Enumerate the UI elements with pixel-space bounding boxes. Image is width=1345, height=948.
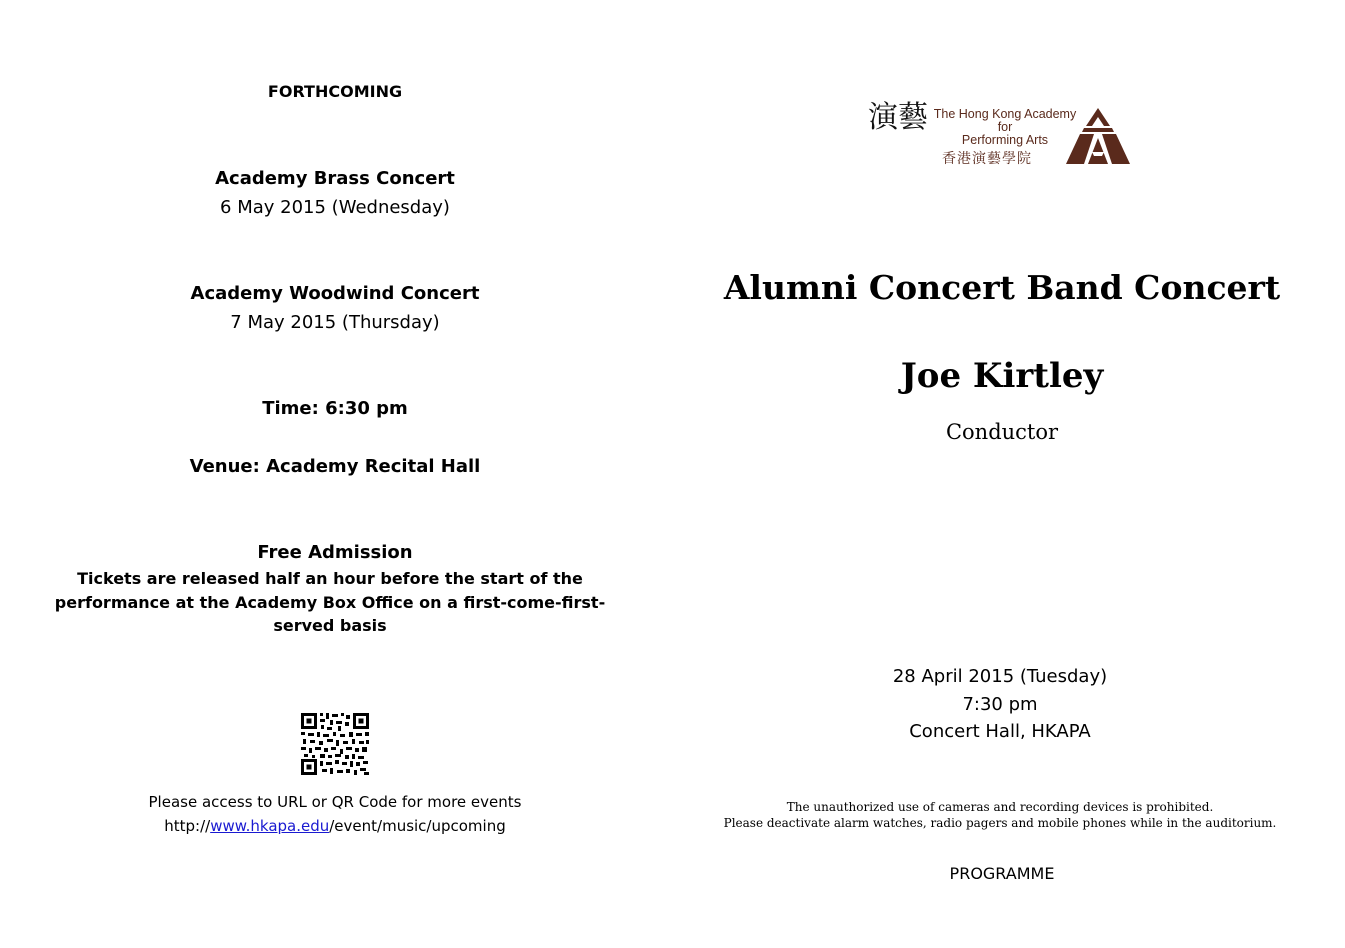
forthcoming-heading: FORTHCOMING: [267, 82, 403, 101]
event-1-title: Academy Brass Concert: [215, 168, 455, 189]
event-1-date: 6 May 2015 (Wednesday): [220, 197, 450, 218]
free-admission-title: Free Admission: [257, 542, 413, 563]
event-2-date: 7 May 2015 (Thursday): [230, 312, 440, 333]
access-url: [40, 814, 630, 838]
hkapa-triangle-icon: [1064, 108, 1132, 166]
programme-label: PROGRAMME: [949, 864, 1055, 883]
concert-details: [672, 663, 1328, 746]
logo-chinese-name: 香港演藝學院: [942, 151, 1032, 167]
event-time: Time: 6:30 pm: [262, 398, 408, 419]
event-2-title: Academy Woodwind Concert: [190, 283, 480, 304]
qr-code-icon[interactable]: [300, 712, 370, 776]
event-venue: Venue: Academy Recital Hall: [189, 456, 481, 477]
access-info: [40, 790, 630, 838]
concert-date: 28 April 2015 (Tuesday): [892, 666, 1108, 687]
logo-line-1: The Hong Kong Academy: [933, 107, 1077, 121]
url-suffix: /event/music/upcoming: [329, 817, 506, 835]
hkapa-link[interactable]: www.hkapa.edu: [210, 817, 330, 835]
concert-venue: Concert Hall, HKAPA: [909, 721, 1091, 742]
access-line: Please access to URL or QR Code for more events: [148, 793, 522, 811]
url-prefix: http://: [164, 817, 211, 835]
logo-line-2: for: [997, 120, 1013, 134]
ticket-info: Tickets are released half an hour before the start of the performance at the Academy Box Office on a first-come-first-served basis: [54, 569, 606, 635]
conductor-role: Conductor: [945, 420, 1059, 444]
conductor-name: Joe Kirtley: [900, 356, 1104, 396]
notice-line-1: The unauthorized use of cameras and recording devices is prohibited.: [786, 800, 1214, 814]
notice-line-2: Please deactivate alarm watches, radio pagers and mobile phones while in the auditorium.: [723, 816, 1277, 830]
logo-line-3: Performing Arts: [961, 133, 1049, 147]
concert-title: Alumni Concert Band Concert: [723, 268, 1281, 307]
hkapa-logo: [868, 100, 1133, 172]
concert-time: 7:30 pm: [962, 693, 1038, 715]
logo-calligraphy: 演藝: [868, 100, 928, 135]
notice: [672, 799, 1328, 831]
